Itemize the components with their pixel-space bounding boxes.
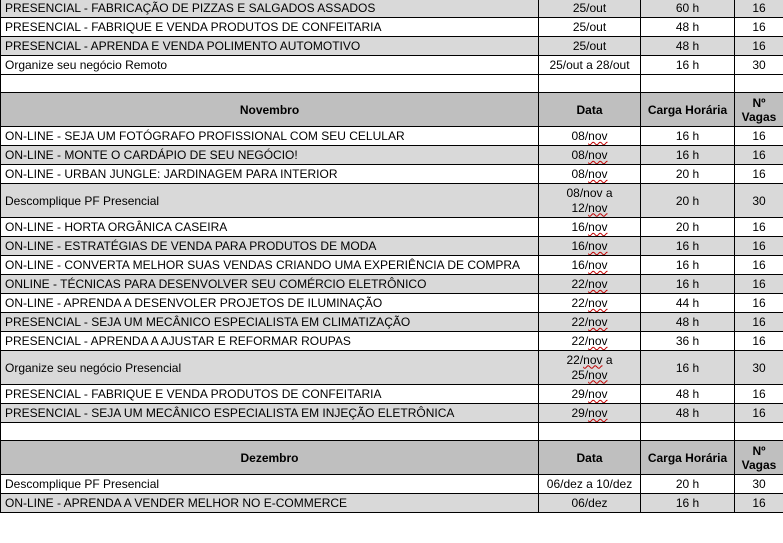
course-name: Descomplique PF Presencial <box>1 184 539 218</box>
course-hours: 16 h <box>641 127 735 146</box>
course-slots: 16 <box>735 127 783 146</box>
course-date: 22/nov a 25/nov <box>539 351 641 385</box>
course-hours: 48 h <box>641 313 735 332</box>
course-slots: 30 <box>735 351 783 385</box>
column-header-hours: Carga Horária <box>641 93 735 127</box>
table-row[interactable] <box>1 0 783 18</box>
table-row[interactable] <box>1 127 783 146</box>
course-name: Descomplique PF Presencial <box>1 475 539 494</box>
course-name: ON-LINE - SEJA UM FOTÓGRAFO PROFISSIONAL COM SEU CELULAR <box>1 127 539 146</box>
course-hours: 16 h <box>641 275 735 294</box>
column-header-hours: Carga Horária <box>641 441 735 475</box>
month-header-row <box>1 93 783 127</box>
course-slots: 30 <box>735 184 783 218</box>
course-slots: 16 <box>735 256 783 275</box>
course-slots: 16 <box>735 0 783 18</box>
course-date: 06/dez <box>539 494 641 513</box>
course-date: 22/nov <box>539 332 641 351</box>
course-date: 25/out <box>539 0 641 18</box>
course-hours: 36 h <box>641 332 735 351</box>
column-header-slots: Nº Vagas <box>735 93 783 127</box>
table-row[interactable] <box>1 146 783 165</box>
table-row[interactable] <box>1 294 783 313</box>
course-name: ON-LINE - MONTE O CARDÁPIO DE SEU NEGÓCIO! <box>1 146 539 165</box>
course-date: 16/nov <box>539 237 641 256</box>
course-name: PRESENCIAL - APRENDA A AJUSTAR E REFORMAR ROUPAS <box>1 332 539 351</box>
course-date: 06/dez a 10/dez <box>539 475 641 494</box>
course-slots: 16 <box>735 165 783 184</box>
course-date: 25/out a 28/out <box>539 56 641 75</box>
course-date: 08/nov <box>539 146 641 165</box>
table-row[interactable] <box>1 332 783 351</box>
course-name: ON-LINE - APRENDA A DESENVOLER PROJETOS DE ILUMINAÇÃO <box>1 294 539 313</box>
course-slots: 30 <box>735 475 783 494</box>
course-hours: 16 h <box>641 494 735 513</box>
course-hours: 48 h <box>641 37 735 56</box>
course-hours: 16 h <box>641 237 735 256</box>
course-hours: 16 h <box>641 56 735 75</box>
course-name: ON-LINE - URBAN JUNGLE: JARDINAGEM PARA INTERIOR <box>1 165 539 184</box>
course-slots: 16 <box>735 294 783 313</box>
month-title: Novembro <box>1 93 539 127</box>
course-slots: 16 <box>735 313 783 332</box>
course-name: ONLINE - TÉCNICAS PARA DESENVOLVER SEU COMÉRCIO ELETRÔNICO <box>1 275 539 294</box>
course-slots: 16 <box>735 494 783 513</box>
course-date: 08/nov <box>539 165 641 184</box>
month-title: Dezembro <box>1 441 539 475</box>
course-slots: 16 <box>735 385 783 404</box>
course-date: 08/nov <box>539 127 641 146</box>
course-slots: 16 <box>735 404 783 423</box>
course-hours: 16 h <box>641 256 735 275</box>
blank-row <box>1 75 783 93</box>
column-header-slots: Nº Vagas <box>735 441 783 475</box>
course-slots: 16 <box>735 218 783 237</box>
course-name: PRESENCIAL - FABRICAÇÃO DE PIZZAS E SALGADOS ASSADOS <box>1 0 539 18</box>
course-hours: 48 h <box>641 404 735 423</box>
course-name: PRESENCIAL - FABRIQUE E VENDA PRODUTOS DE CONFEITARIA <box>1 385 539 404</box>
table-row[interactable] <box>1 275 783 294</box>
course-hours: 20 h <box>641 475 735 494</box>
course-hours: 16 h <box>641 146 735 165</box>
course-hours: 20 h <box>641 218 735 237</box>
course-hours: 20 h <box>641 184 735 218</box>
course-date: 22/nov <box>539 275 641 294</box>
table-row[interactable] <box>1 494 783 513</box>
table-row[interactable] <box>1 385 783 404</box>
course-name: ON-LINE - HORTA ORGÂNICA CASEIRA <box>1 218 539 237</box>
course-name: ON-LINE - CONVERTA MELHOR SUAS VENDAS CRIANDO UMA EXPERIÊNCIA DE COMPRA <box>1 256 539 275</box>
table-row[interactable] <box>1 184 783 218</box>
course-slots: 16 <box>735 237 783 256</box>
table-row[interactable] <box>1 218 783 237</box>
course-date: 29/nov <box>539 404 641 423</box>
course-name: PRESENCIAL - SEJA UM MECÂNICO ESPECIALISTA EM INJEÇÃO ELETRÔNICA <box>1 404 539 423</box>
table-row[interactable] <box>1 56 783 75</box>
table-row[interactable] <box>1 237 783 256</box>
table-row[interactable] <box>1 404 783 423</box>
course-slots: 30 <box>735 56 783 75</box>
course-date: 29/nov <box>539 385 641 404</box>
course-name: PRESENCIAL - APRENDA E VENDA POLIMENTO AUTOMOTIVO <box>1 37 539 56</box>
course-date: 22/nov <box>539 313 641 332</box>
course-name: PRESENCIAL - FABRIQUE E VENDA PRODUTOS DE CONFEITARIA <box>1 18 539 37</box>
course-hours: 44 h <box>641 294 735 313</box>
course-name: Organize seu negócio Presencial <box>1 351 539 385</box>
course-slots: 16 <box>735 332 783 351</box>
course-date: 16/nov <box>539 218 641 237</box>
month-header-row <box>1 441 783 475</box>
course-hours: 48 h <box>641 385 735 404</box>
table-row[interactable] <box>1 313 783 332</box>
course-hours: 20 h <box>641 165 735 184</box>
course-date: 22/nov <box>539 294 641 313</box>
course-slots: 16 <box>735 146 783 165</box>
course-date: 25/out <box>539 18 641 37</box>
course-date: 16/nov <box>539 256 641 275</box>
table-row[interactable] <box>1 18 783 37</box>
course-date: 25/out <box>539 37 641 56</box>
course-name: ON-LINE - ESTRATÉGIAS DE VENDA PARA PRODUTOS DE MODA <box>1 237 539 256</box>
course-hours: 48 h <box>641 18 735 37</box>
table-row[interactable] <box>1 256 783 275</box>
table-row[interactable] <box>1 475 783 494</box>
table-row[interactable] <box>1 165 783 184</box>
course-name: Organize seu negócio Remoto <box>1 56 539 75</box>
table-row[interactable] <box>1 351 783 385</box>
course-slots: 16 <box>735 18 783 37</box>
table-row[interactable] <box>1 37 783 56</box>
course-slots: 16 <box>735 275 783 294</box>
course-hours: 16 h <box>641 351 735 385</box>
course-date: 08/nov a 12/nov <box>539 184 641 218</box>
course-name: ON-LINE - APRENDA A VENDER MELHOR NO E-COMMERCE <box>1 494 539 513</box>
course-hours: 60 h <box>641 0 735 18</box>
column-header-date: Data <box>539 441 641 475</box>
blank-row <box>1 423 783 441</box>
column-header-date: Data <box>539 93 641 127</box>
course-name: PRESENCIAL - SEJA UM MECÂNICO ESPECIALISTA EM CLIMATIZAÇÃO <box>1 313 539 332</box>
course-slots: 16 <box>735 37 783 56</box>
